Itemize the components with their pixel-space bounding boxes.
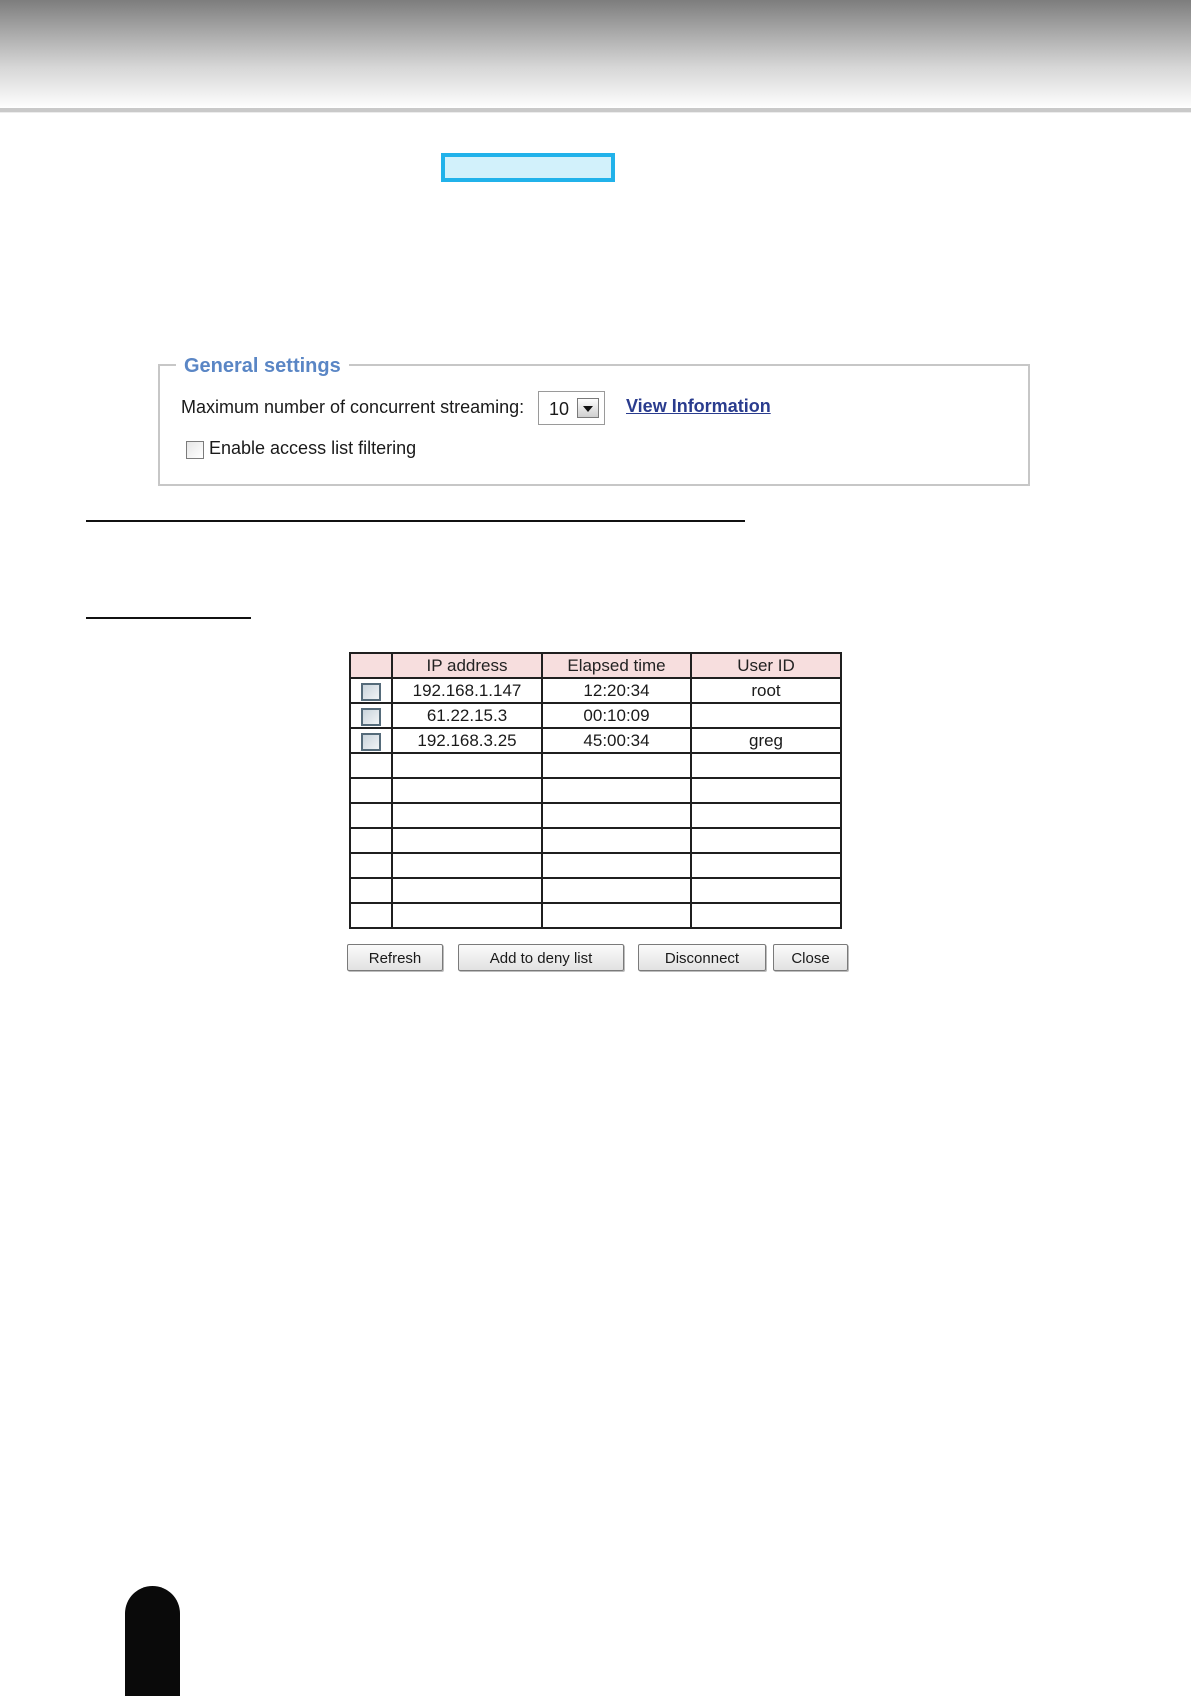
elapsed-cell bbox=[542, 828, 691, 853]
row-select-cell bbox=[350, 778, 392, 803]
elapsed-cell bbox=[542, 903, 691, 928]
elapsed-cell: 12:20:34 bbox=[542, 678, 691, 703]
header-elapsed-time: Elapsed time bbox=[542, 653, 691, 678]
elapsed-cell bbox=[542, 853, 691, 878]
ip-cell: 61.22.15.3 bbox=[392, 703, 542, 728]
refresh-button[interactable]: Refresh bbox=[347, 944, 443, 971]
table-row[interactable] bbox=[350, 728, 841, 753]
general-settings-panel bbox=[158, 364, 1030, 486]
user-cell bbox=[691, 703, 841, 728]
table-row-empty bbox=[350, 878, 841, 903]
table-row-empty bbox=[350, 803, 841, 828]
elapsed-cell: 00:10:09 bbox=[542, 703, 691, 728]
user-cell bbox=[691, 778, 841, 803]
ip-cell bbox=[392, 853, 542, 878]
user-cell bbox=[691, 828, 841, 853]
section-tab-highlight bbox=[441, 153, 615, 182]
table-row[interactable] bbox=[350, 703, 841, 728]
row-checkbox[interactable] bbox=[361, 733, 381, 751]
enable-filter-row bbox=[186, 436, 416, 460]
ip-cell bbox=[392, 778, 542, 803]
ip-cell bbox=[392, 828, 542, 853]
connection-list-table bbox=[349, 652, 842, 929]
ip-cell bbox=[392, 878, 542, 903]
elapsed-cell bbox=[542, 878, 691, 903]
page-number-tab bbox=[125, 1586, 180, 1696]
elapsed-cell: 45:00:34 bbox=[542, 728, 691, 753]
general-settings-title: General settings bbox=[176, 353, 349, 379]
user-cell bbox=[691, 753, 841, 778]
add-to-deny-list-button[interactable]: Add to deny list bbox=[458, 944, 624, 971]
table-row-empty bbox=[350, 853, 841, 878]
header-ip-address: IP address bbox=[392, 653, 542, 678]
enable-filter-label: Enable access list filtering bbox=[209, 438, 417, 458]
header-divider bbox=[0, 108, 1191, 112]
row-select-cell[interactable] bbox=[350, 728, 392, 753]
table-row-empty bbox=[350, 753, 841, 778]
max-streams-label: Maximum number of concurrent streaming: bbox=[181, 397, 525, 417]
user-cell bbox=[691, 878, 841, 903]
user-cell: greg bbox=[691, 728, 841, 753]
user-cell bbox=[691, 803, 841, 828]
elapsed-cell bbox=[542, 803, 691, 828]
elapsed-cell bbox=[542, 778, 691, 803]
disconnect-button[interactable]: Disconnect bbox=[638, 944, 766, 971]
row-select-cell bbox=[350, 753, 392, 778]
row-select-cell bbox=[350, 878, 392, 903]
ip-cell bbox=[392, 903, 542, 928]
user-cell bbox=[691, 903, 841, 928]
user-cell: root bbox=[691, 678, 841, 703]
row-select-cell[interactable] bbox=[350, 678, 392, 703]
table-row-empty bbox=[350, 828, 841, 853]
ip-cell bbox=[392, 753, 542, 778]
table-row-empty bbox=[350, 778, 841, 803]
view-information-link[interactable]: View Information bbox=[626, 396, 771, 416]
row-select-cell bbox=[350, 853, 392, 878]
separator-line-short bbox=[86, 617, 251, 619]
elapsed-cell bbox=[542, 753, 691, 778]
close-button[interactable]: Close bbox=[773, 944, 848, 971]
max-streams-value: 10 bbox=[549, 399, 570, 419]
header-select bbox=[350, 653, 392, 678]
ip-cell: 192.168.1.147 bbox=[392, 678, 542, 703]
max-streams-select[interactable] bbox=[538, 391, 605, 425]
row-checkbox[interactable] bbox=[361, 708, 381, 726]
table-row[interactable] bbox=[350, 678, 841, 703]
row-select-cell bbox=[350, 803, 392, 828]
table-header-row bbox=[350, 653, 841, 678]
row-select-cell[interactable] bbox=[350, 703, 392, 728]
row-checkbox[interactable] bbox=[361, 683, 381, 701]
page-header-band bbox=[0, 0, 1191, 108]
separator-line bbox=[86, 520, 745, 522]
ip-cell bbox=[392, 803, 542, 828]
row-select-cell bbox=[350, 828, 392, 853]
user-cell bbox=[691, 853, 841, 878]
chevron-down-icon[interactable] bbox=[577, 398, 599, 418]
row-select-cell bbox=[350, 903, 392, 928]
ip-cell: 192.168.3.25 bbox=[392, 728, 542, 753]
table-row-empty bbox=[350, 903, 841, 928]
header-user-id: User ID bbox=[691, 653, 841, 678]
